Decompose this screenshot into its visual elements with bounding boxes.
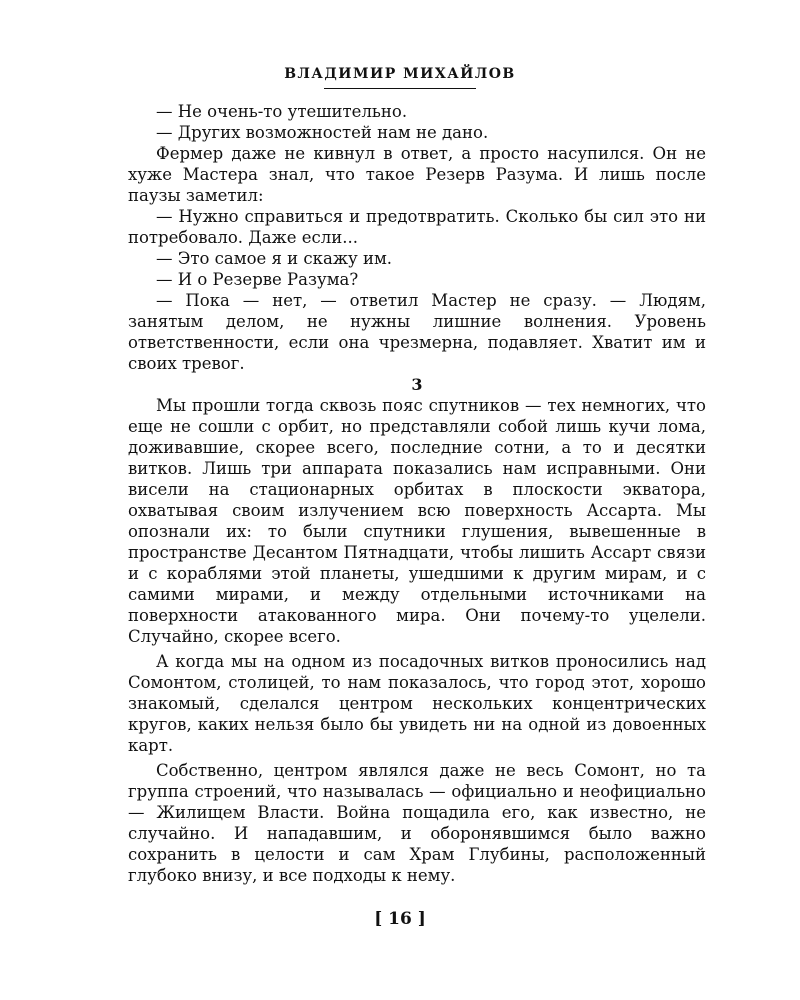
paragraph: Собственно, центром являлся даже не весь Сомонт, но та группа строений, что называлась — официально и неофициально — Жилищем Власти. Война пощадила его, как известно, не случайно. И нападавшим, и оборонявшимся было важно сохранить в целости и сам Храм Глубины, расположенный глубоко внизу, и все подходы к нему. (128, 761, 706, 885)
paragraph: — Не очень-то утешительно. (156, 102, 408, 121)
running-title: ВЛАДИМИР МИХАЙЛОВ (284, 66, 516, 82)
paragraph: — Нужно справиться и предотвратить. Сколько бы сил это ни потребовало. Даже если... (128, 207, 706, 247)
paragraph: Мы прошли тогда сквозь пояс спутников — тех немногих, что еще не сошли с орбит, но представляли собой лишь кучи лома, доживавшие, скорее всего, последние сотни, а то и десятки витков. Лишь три аппарата показались нам исправными. Они висели на стационарных орбитах в плоскости экватора, охватывая своим излучением всю поверхность Ассарта. Мы опознали их: то были спутники глушения, вывешенные в пространстве Десантом Пятнадцати, чтобы лишить Ассарт связи и с кораблями этой планеты, ушедшими к другим мирам, и с самими мирами, и между отдельными источниками на поверхности атакованного мира. Они почему-то уцелели. Случайно, скорее всего. (128, 396, 706, 646)
page-number: [ 16 ] (374, 909, 426, 929)
paragraph: Фермер даже не кивнул в ответ, а просто насупился. Он не хуже Мастера знал, что такое Резерв Разума. И лишь после паузы заметил: (128, 144, 706, 205)
paragraph: А когда мы на одном из посадочных витков проносились над Сомонтом, столицей, то нам показалось, что город этот, хорошо знакомый, сделался центром нескольких концентрических кругов, каких нельзя было бы увидеть ни на одной из довоенных карт. (128, 652, 706, 755)
chapter-number: 3 (411, 375, 423, 394)
paragraph: — Других возможностей нам не дано. (156, 123, 489, 142)
paragraph: — Пока — нет, — ответил Мастер не сразу. — Людям, занятым делом, не нужны лишние волнения. Уровень ответственности, если она чрезмерна, подавляет. Хватит им и своих тревог. (128, 291, 706, 373)
header-rule (324, 88, 476, 89)
page-body (128, 101, 706, 886)
paragraph: — Это самое я и скажу им. (156, 249, 393, 268)
paragraph: — И о Резерве Разума? (156, 270, 359, 289)
